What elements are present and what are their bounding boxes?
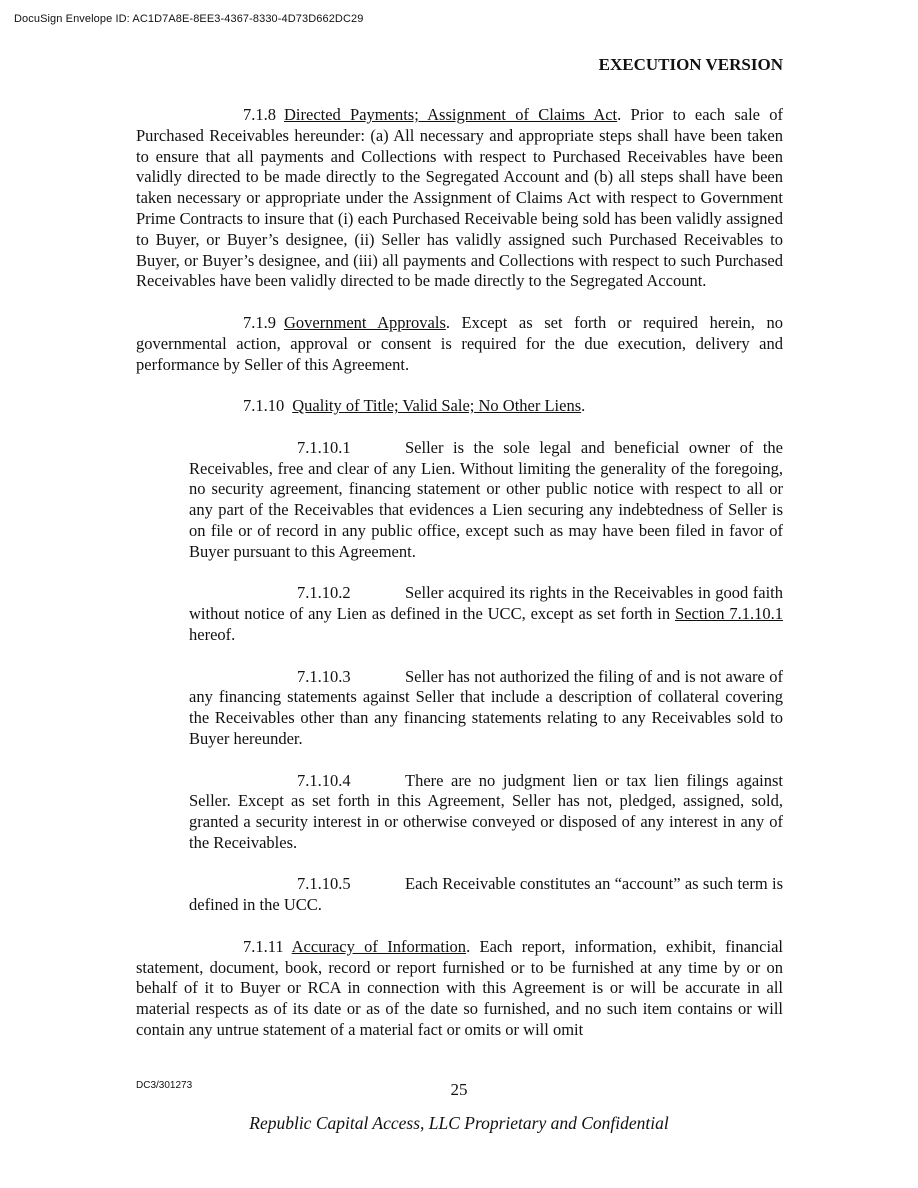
- section-title: Government Approvals: [284, 312, 446, 332]
- section-text: Each Receivable constitutes an “account” as such term is defined in the UCC.: [189, 874, 783, 915]
- section-number: 7.1.10.2: [297, 583, 351, 603]
- section-number: 7.1.10.3: [297, 666, 351, 686]
- footer-document-id: DC3/301273: [136, 1080, 193, 1091]
- section-number: 7.1.10.5: [297, 874, 351, 894]
- section-7-1-10-5: [189, 874, 783, 916]
- section-7-1-10-4: [189, 771, 783, 854]
- section-text: There are no judgment lien or tax lien filings against Seller. Except as set forth in this Agreement, Seller has not, pledged, assigned, sold, granted a security interest in or otherwise conveyed or disposed of any interest in any of the Receivables.: [189, 770, 783, 852]
- docusign-envelope-id: DocuSign Envelope ID: AC1D7A8E-8EE3-4367-8330-4D73D662DC29: [14, 13, 364, 25]
- section-text: Seller has not authorized the filing of and is not aware of any financing statements against Seller that include a description of collateral covering the Receivables other than any financing statements relating to any Receivables sold to Buyer hereunder.: [189, 666, 783, 748]
- section-7-1-8: [136, 105, 783, 292]
- document-body: [136, 105, 783, 1062]
- section-text: .: [581, 396, 586, 416]
- section-text-after: hereof.: [189, 624, 236, 644]
- execution-version-label: EXECUTION VERSION: [598, 55, 783, 74]
- section-text: Seller is the sole legal and beneficial owner of the Receivables, free and clear of any Lien. Without limiting the generality of the foregoing, no security agreement, financing statement or other public notice with respect to all or any part of the Receivables that evidences a Lien securing any indebtedness of Seller is on file or of record in any public office, except such as may have been filed in favor of Buyer pursuant to this Agreement.: [189, 437, 783, 561]
- section-title: Directed Payments; Assignment of Claims Act: [284, 105, 618, 124]
- section-number: 7.1.10.1: [297, 437, 351, 457]
- section-text: . Each report, information, exhibit, financial statement, document, book, record or report furnished or to be furnished at any time by or on behalf of it to Buyer or RCA in connection with this Agreement is or will be accurate in all material respects as of its date or as of the date so furnished, and no such item contains or will contain any untrue statement of a material fact or omits or will omit: [136, 936, 783, 1040]
- section-number: 7.1.10: [243, 396, 285, 416]
- section-7-1-9: [136, 313, 783, 375]
- section-number: 7.1.11: [243, 936, 284, 956]
- section-title: Quality of Title; Valid Sale; No Other Liens: [292, 396, 582, 416]
- section-7-1-10-2: [189, 583, 783, 645]
- section-7-1-10: [136, 396, 783, 417]
- confidentiality-notice: Republic Capital Access, LLC Proprietary and Confidential: [249, 1113, 669, 1133]
- section-7-1-11: [136, 937, 783, 1041]
- section-cross-reference: Section 7.1.10.1: [675, 604, 783, 624]
- section-number: 7.1.8: [243, 105, 276, 124]
- section-number: 7.1.10.4: [297, 770, 351, 790]
- section-number: 7.1.9: [243, 312, 276, 332]
- section-7-1-10-1: [189, 438, 783, 563]
- section-text: Seller acquired its rights in the Receivables in good faith without notice of any Lien as defined in the UCC, except as set forth in: [189, 583, 783, 624]
- section-7-1-10-3: [189, 667, 783, 750]
- section-title: Accuracy of Information: [291, 936, 467, 956]
- page-number: 25: [450, 1080, 468, 1099]
- section-text: . Except as set forth or required herein, no governmental action, approval or consent is required for the due execution, delivery and performance by Seller of this Agreement.: [136, 312, 783, 374]
- section-text: . Prior to each sale of Purchased Receivables hereunder: (a) All necessary and appropriate steps shall have been taken to ensure that all payments and Collections with respect to Purchased Receivables have been validly directed to be made directly to the Segregated Account and (b) all steps shall have been taken necessary or appropriate under the Assignment of Claims Act with respect to Government Prime Contracts to insure that (i) each Purchased Receivable being sold has been validly assigned to Buyer, or Buyer’s designee, (ii) Seller has validly assigned such Purchased Receivables to Buyer, or Buyer’s designee, and (iii) all payments and Collections with respect to such Purchased Receivables have been validly directed to be made directly to the Segregated Account.: [136, 105, 783, 291]
